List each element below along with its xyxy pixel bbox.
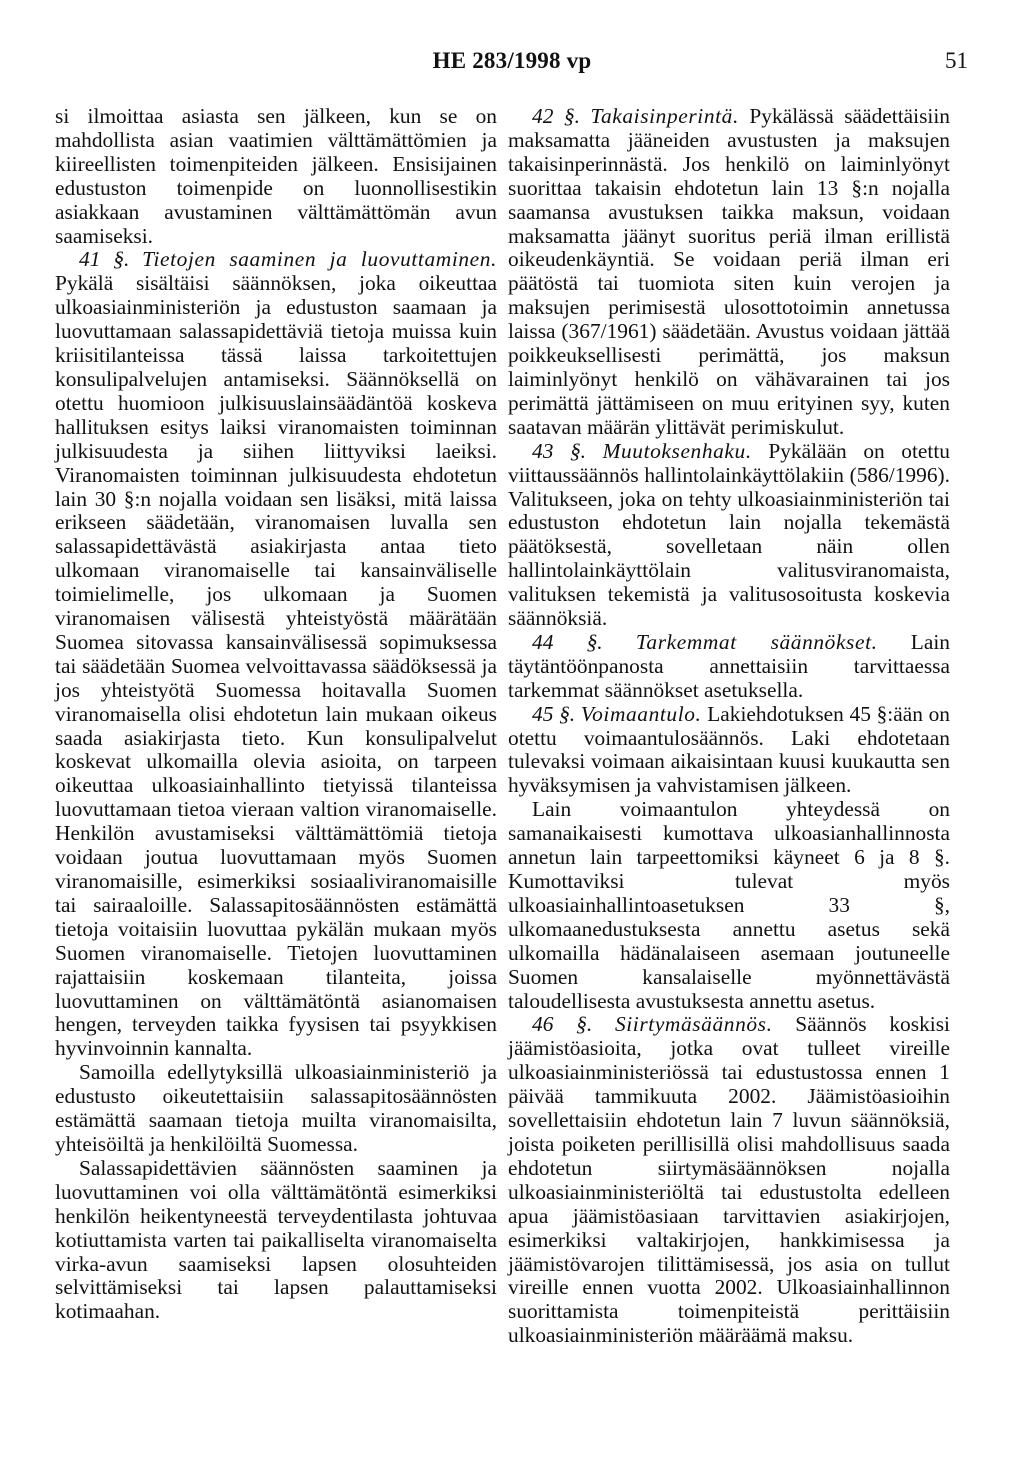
section-text: Pykälä sisältäisi säännöksen, joka oikeuttaa ulkoasiainministeriön ja edustuston saamaan ja luovuttamaan salassapidettäviä tietoja muissa kuin kriisitilanteissa tässä laissa tarkoitettujen konsulipalvelujen antamiseksi. Säännöksellä on otettu huomioon julkisuuslainsäädäntöä koskeva hallituksen esitys laiksi viranomaisten toiminnan julkisuudesta ja siihen liittyviksi laeiksi. Viranomaisten toiminnan julkisuudesta ehdotetun lain 30 §:n nojalla voidaan sen lisäksi, mitä laissa erikseen säädetään, viranomaisen luvalla sen salassapidettävästä asiakirjasta antaa tieto ulkomaan viranomaiselle tai kansainväliselle toimielimelle, jos ulkomaan ja Suomen viranomaisen välisestä yhteistyöstä määrätään Suomea sitovassa kansainvälisessä sopimuksessa tai säädetään Suomea velvoittavassa säädöksessä ja jos yhteistyötä Suomessa hoitavalla Suomen viranomaisella olisi ehdotetun lain mukaan oikeus saada asiakirjasta tieto. Kun konsulipalvelut koskevat ulkomailla olevia asioita, on tarpeen oikeuttaa ulkoasiainhallinto tietyissä tilanteissa luovuttamaan tietoa vieraan valtion viranomaiselle. Henkilön avustamiseksi välttämättömiä tietoja voidaan joutua luovuttamaan myös Suomen viranomaisille, esimerkiksi sosiaaliviranomaisille tai sairaaloille. Salassapitosäännösten estämättä tietoja voitaisiin luovuttaa pykälän mukaan myös Suomen viranomaiselle. Tietojen luovuttaminen rajattaisiin koskemaan tilanteita, joissa luovuttaminen on välttämätöntä asianomaisen hengen, terveyden taikka fyysisen tai psyykkisen hyvinvoinnin kannalta. (55, 271, 497, 1061)
section-text: Lain täytäntöönpanosta annettaisiin tarvittaessa tarkemmat säännökset asetuksella. (508, 629, 950, 702)
section-number: 45 §. (532, 701, 576, 726)
section-title: Tietojen saaminen ja luovuttaminen. (142, 247, 497, 272)
section-title: Tarkemmat säännökset. (635, 629, 878, 654)
section-title: Voimaantulo. (580, 701, 702, 726)
left-column (55, 105, 497, 1324)
section-text: Pykälään on otettu viittaussäännös hallintolainkäyttölakiin (586/1996). Valitukseen, joka on tehty ulkoasiainministeriön tai edustuston ehdotetun lain nojalla tekemästä päätöksestä, sovelletaan näin ollen hallintolainkäyttölain valitusviranomaista, valituksen tekemistä ja valitusosoitusta koskevia säännöksiä. (508, 438, 950, 631)
section-41 (55, 248, 497, 1061)
section-title: Takaisinperintä. (590, 104, 739, 128)
page-number: 51 (945, 48, 968, 73)
section-number: 44 §. (532, 629, 603, 654)
section-text: Pykälässä säädettäisiin maksamatta jääneiden avustusten ja maksujen takaisinperinnästä. Jos henkilö on laiminlyönyt suorittaa takaisin ehdotetun lain 13 §:n nojalla saamansa avustuksen taikka maksun, voidaan maksamatta jäänyt suoritus periä ilman erillistä oikeudenkäyntiä. Se voidaan periä ilman eri päätöstä tai tuomiota siten kuin verojen ja maksujen perimisestä ulosottotoimin annetussa laissa (367/1961) säädetään. Avustus voidaan jättää poikkeuksellisesti perimättä, jos maksun laiminlyönyt henkilö on vähävarainen tai jos perimättä jättämiseen on muu erityinen syy, kuten saatavan määrän ylittävät perimiskulut. (508, 104, 950, 439)
section-title: Siirtymäsäännös. (614, 1012, 773, 1037)
section-45 (508, 703, 950, 799)
section-title: Muutoksenhaku. (602, 438, 752, 463)
section-46 (508, 1013, 950, 1348)
paragraph: Lain voimaantulon yhteydessä on samanaikaisesti kumottava ulkoasianhallinnosta annetun lain tarpeettomiksi käyneet 6 ja 8 §. Kumottaviksi tulevat myös ulkoasiainhallintoasetuksen 33 §, ulkomaanedustuksesta annettu asetus sekä ulkomailla hädänalaiseen asemaan joutuneelle Suomen kansalaiselle myönnettävästä taloudellisesta avustuksesta annettu asetus. (508, 797, 950, 1013)
section-number: 41 §. (79, 247, 130, 272)
section-number: 42 §. (532, 104, 580, 128)
page-header (0, 48, 1024, 88)
section-text: Säännös koskisi jäämistöasioita, jotka ovat tulleet vireille ulkoasiainministeriössä tai edustustossa ennen 1 päivää tammikuuta 2002. Jäämistöasioihin sovellettaisiin ehdotetun lain 7 luvun säännöksiä, joista poiketen perillisillä olisi mahdollisuus saada ehdotetun siirtymäsäännöksen nojalla ulkoasiainministeriöltä tai edustustolta edelleen apua jäämistöasiaan tarvittavien asiakirjojen, esimerkiksi valtakirjojen, hankkimisessa ja jäämistövarojen tilittämisessä, jos asia on tullut vireille ennen vuotta 2002. Ulkoasiainhallinnon suorittamista toimenpiteistä perittäisiin ulkoasiainministeriön määräämä maksu. (508, 1012, 950, 1348)
section-number: 43 §. (532, 438, 586, 463)
section-44 (508, 631, 950, 703)
section-number: 46 §. (532, 1012, 593, 1037)
section-42 (508, 105, 950, 440)
paragraph: Samoilla edellytyksillä ulkoasiainministeriö ja edustusto oikeutettaisiin salassapitosäännösten estämättä saamaan tietoja muilta viranomaisilta, yhteisöiltä ja henkilöiltä Suomessa. (55, 1060, 497, 1156)
paragraph: si ilmoittaa asiasta sen jälkeen, kun se on mahdollista asian vaatimien välttämättömien ja kiireellisten toimenpiteiden jälkeen. Ensisijainen edustuston toimenpide on luonnollisestikin asiakkaan avustaminen välttämättömän avun saamiseksi. (55, 104, 497, 248)
section-text: Lakiehdotuksen 45 §:ään on otettu voimaantulosäännös. Laki ehdotetaan tulevaksi voimaan aikaisintaan kuusi kuukautta sen hyväksymisen ja vahvistamisen jälkeen. (508, 701, 950, 798)
section-43 (508, 440, 950, 631)
document-title: HE 283/1998 vp (432, 48, 592, 73)
right-column (508, 105, 950, 1348)
paragraph: Salassapidettävien säännösten saaminen ja luovuttaminen voi olla välttämätöntä esimerkiksi henkilön heikentyneestä terveydentilasta johtuvaa kotiuttamista varten tai paikalliselta viranomaiselta virka-avun saamiseksi lapsen olosuhteiden selvittämiseksi tai lapsen palauttamiseksi kotimaahan. (55, 1155, 497, 1324)
